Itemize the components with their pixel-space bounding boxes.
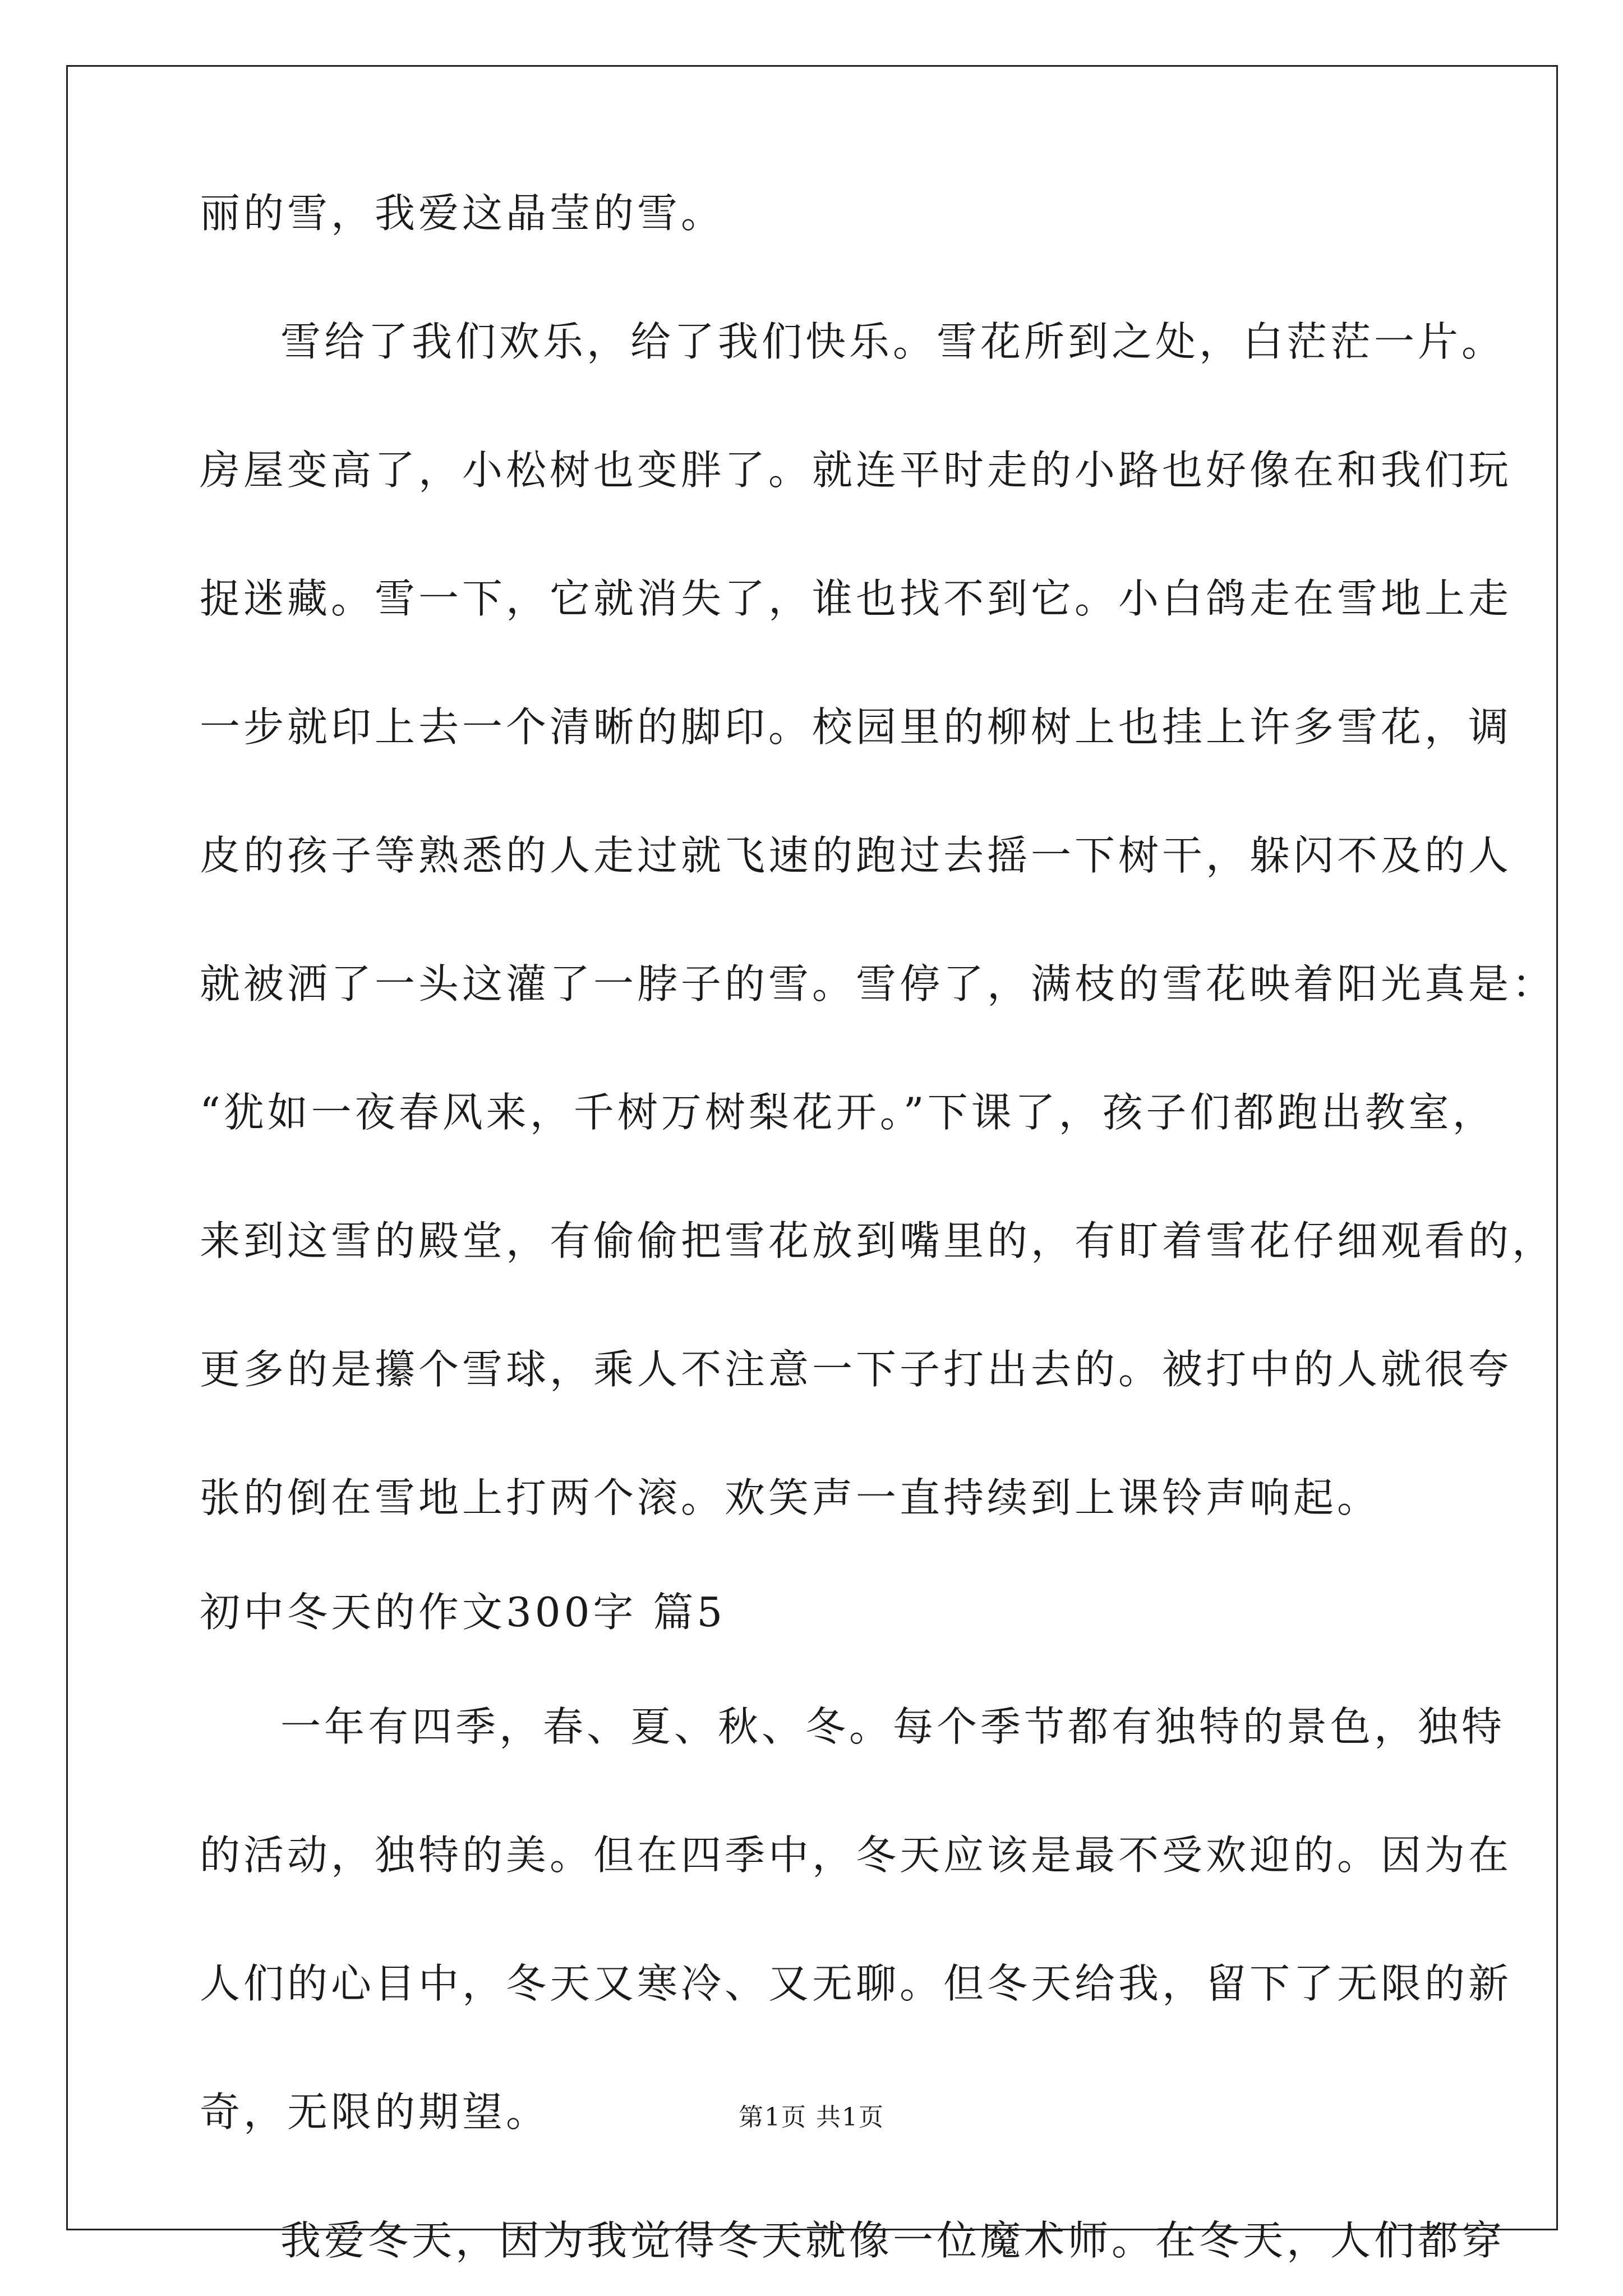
- paragraph-start-line: 雪给了我们欢乐，给了我们快乐。雪花所到之处，白茫茫一片。: [280, 318, 1506, 365]
- paragraph-start-line: 一年有四季，春、夏、秋、冬。每个季节都有独特的景色，独特: [280, 1703, 1506, 1750]
- text-line: 就被洒了一头这灌了一脖子的雪。雪停了，满枝的雪花映着阳光真是：: [200, 960, 1556, 1007]
- paragraph-start-line: 我爱冬天，因为我觉得冬天就像一位魔术师。在冬天，人们都穿: [280, 2217, 1506, 2264]
- section-heading: 初中冬天的作文300字 篇5: [200, 1589, 726, 1636]
- text-line: 皮的孩子等熟悉的人走过就飞速的跑过去摇一下树干，躲闪不及的人: [200, 832, 1513, 879]
- text-line: 的活动，独特的美。但在四季中，冬天应该是最不受欢迎的。因为在: [200, 1832, 1513, 1879]
- text-line: 捉迷藏。雪一下，它就消失了，谁也找不到它。小白鸽走在雪地上走: [200, 575, 1513, 622]
- text-line: 丽的雪，我爱这晶莹的雪。: [200, 190, 725, 237]
- page-number-footer: 第1页 共1页: [739, 2103, 884, 2132]
- text-line: 奇，无限的期望。: [200, 2088, 550, 2136]
- text-line: “犹如一夜春风来，千树万树梨花开。”下课了，孩子们都跑出教室，: [200, 1089, 1496, 1136]
- text-line: 更多的是攥个雪球，乘人不注意一下子打出去的。被打中的人就很夸: [200, 1346, 1513, 1393]
- page-border: [66, 65, 1558, 2230]
- text-line: 人们的心目中，冬天又寒冷、又无聊。但冬天给我，留下了无限的新: [200, 1960, 1513, 2007]
- text-line: 张的倒在雪地上打两个滚。欢笑声一直持续到上课铃声响起。: [200, 1474, 1381, 1521]
- text-line: 房屋变高了，小松树也变胖了。就连平时走的小路也好像在和我们玩: [200, 447, 1513, 494]
- text-line: 来到这雪的殿堂，有偷偷把雪花放到嘴里的，有盯着雪花仔细观看的，: [200, 1217, 1556, 1264]
- text-line: 一步就印上去一个清晰的脚印。校园里的柳树上也挂上许多雪花，调: [200, 703, 1513, 751]
